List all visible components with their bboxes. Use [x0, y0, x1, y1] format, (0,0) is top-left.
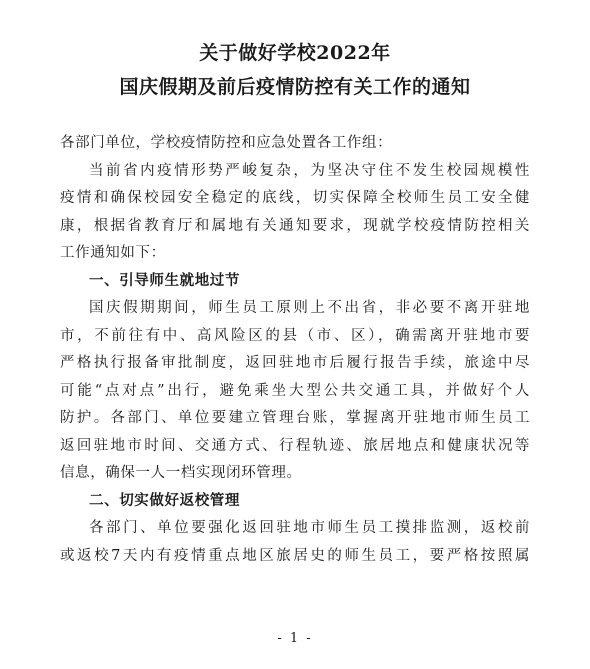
section2-line: 或返校7天内有疫情重点地区旅居史的师生员工，要严格按照属: [60, 547, 530, 564]
section1-line: 国庆假期期间，师生员工原则上不出省，非必要不离开驻地: [89, 300, 530, 316]
title-line-1: 关于做好学校2022年: [199, 42, 391, 64]
section2-line: 各部门、单位要强化返回驻地市师生员工摸排监测，返校前: [89, 520, 530, 536]
intro-line: 当前省内疫情形势严峻复杂，为坚决守住不发生校园规模性: [89, 162, 530, 179]
page-number: - 1 -: [277, 631, 313, 646]
section1-line: 返回驻地市时间、交通方式、行程轨迹、旅居地点和健康状况等: [60, 437, 530, 454]
section-heading-2: 二、切实做好返校管理: [89, 492, 240, 509]
title-line-2: 国庆假期及前后疫情防控有关工作的通知: [119, 76, 471, 98]
salutation: 各部门单位，学校疫情防控和应急处置各工作组：: [60, 135, 393, 151]
document-body: [60, 130, 530, 570]
section-heading-1: 一、引导师生就地过节: [89, 272, 240, 289]
section1-line: 严格执行报备审批制度，返回驻地市后履行报告手续，旅途中尽: [60, 355, 530, 371]
section1-line: 市，不前往有中、高风险区的县（市、区），确需离开驻地市要: [60, 327, 530, 344]
section1-line: 防护。各部门、单位要建立管理台账，掌握离开驻地市师生员工: [60, 410, 530, 426]
intro-line: 疫情和确保校园安全稳定的底线，切实保障全校师生员工安全健: [60, 190, 530, 206]
section1-line: 信息，确保一人一档实现闭环管理。: [60, 465, 302, 481]
section1-line: 可能“点对点”出行，避免乘坐大型公共交通工具，并做好个人: [60, 382, 530, 399]
intro-line: 康，根据省教育厅和属地有关通知要求，现就学校疫情防控相关: [60, 217, 530, 234]
intro-line: 工作通知如下：: [60, 245, 166, 261]
